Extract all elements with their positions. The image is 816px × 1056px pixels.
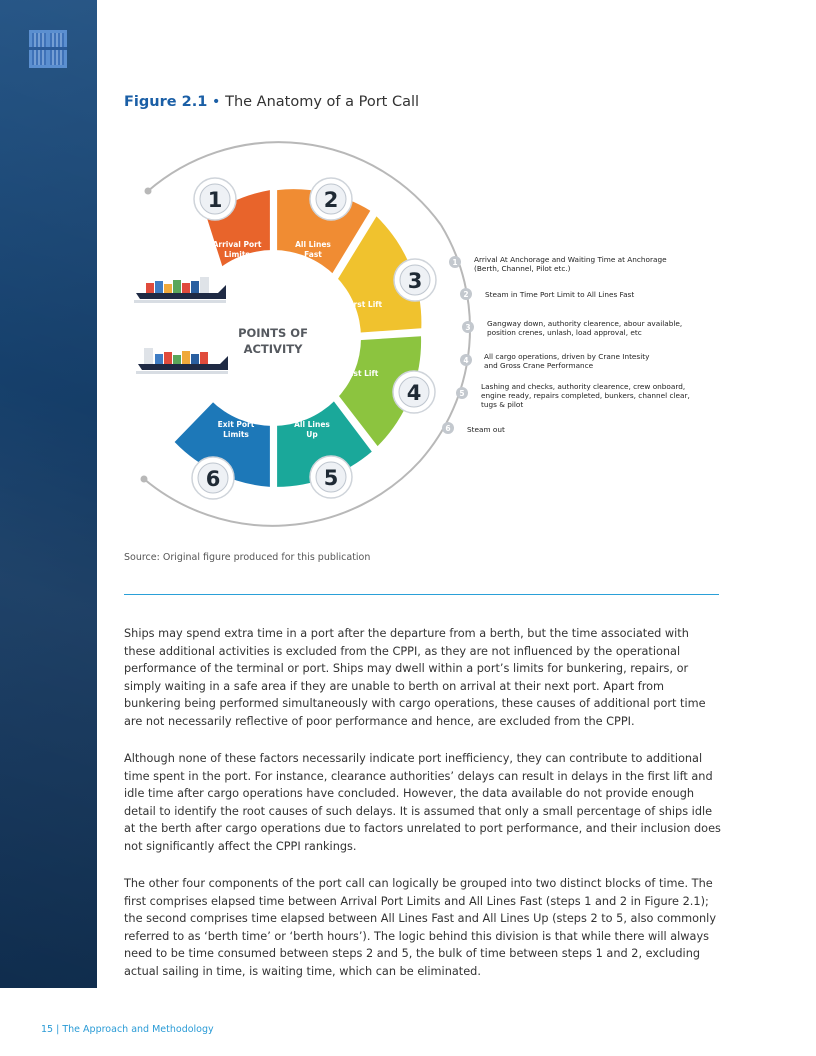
- legend-1-line1: Arrival At Anchorage and Waiting Time at Anchorage: [474, 255, 667, 264]
- segment-6-label-line1: Exit Port: [217, 420, 255, 429]
- body-paragraph: The other four components of the port call can logically be grouped into two distinct blocks of time. The first comprises elapsed time between Arrival Port Limits and All Lines Fast (steps 1 and 2 in Figure 2.1); the second comprises time elapsed between All Lines Fast and All Lines Up (steps 2 to 5, also commonly referred to as ‘berth time’ or ‘berth hours’). The logic behind this division is that while there will always need to be time consumed between steps 2 and 5, the bulk of time between steps 1 and 2, excluding actual sailing in time, is waiting time, which can be eliminated.: [124, 877, 717, 978]
- segment-1-label-line1: Arrival Port: [212, 240, 262, 249]
- badge-5: [310, 456, 352, 498]
- badge-3-number: 3: [407, 269, 423, 293]
- badge-1: [194, 178, 236, 220]
- legend-6-line1: Steam out: [467, 425, 505, 434]
- legend-item-3: [462, 319, 682, 337]
- segment-3-label: First Lift: [345, 300, 383, 309]
- figure-title: [124, 94, 419, 110]
- segment-2-label-line2: Fast: [304, 250, 322, 259]
- center-label-line1: POINTS OF: [238, 326, 308, 340]
- legend-5-line1: Lashing and checks, authority clearence, crew onboard,: [481, 382, 686, 391]
- legend-2-line1: Steam in Time Port Limit to All Lines Fast: [485, 290, 635, 299]
- figure-title-text: The Anatomy of a Port Call: [225, 94, 420, 110]
- figure-label: Figure 2.1: [124, 94, 208, 110]
- legend-3-line2: position crenes, unlash, load approval, etc: [487, 328, 642, 337]
- legend-4-number: 4: [463, 356, 469, 365]
- port-call-diagram: [120, 140, 720, 540]
- legend-4-line2: and Gross Crane Performance: [484, 361, 594, 370]
- segment-5-label-line2: Up: [306, 430, 318, 439]
- segment-6-label-line2: Limits: [223, 430, 249, 439]
- legend-1-line2: (Berth, Channel, Pilot etc.): [474, 264, 571, 273]
- figure-bullet: •: [211, 94, 221, 110]
- badge-3: [394, 259, 436, 301]
- arc-end-dot: [145, 188, 152, 195]
- badge-6: [192, 457, 234, 499]
- segment-1-label-line2: Limits: [224, 250, 250, 259]
- page-footer: [41, 1024, 214, 1035]
- footer-section: The Approach and Methodology: [62, 1024, 214, 1035]
- body-paragraph: Ships may spend extra time in a port after the departure from a berth, but the time associated with these additional activities is excluded from the CPPI, as they are not influenced by the operational performance of the terminal or port. Ships may dwell within a port’s limits for bunkering, repairs, or simply waiting in a safe area if they are unable to berth on arrival at their next port. Apart from bunkering being performed simultaneously with cargo operations, these causes of additional port time are not necessarily reflective of poor performance and hence, are excluded from the CPPI.: [124, 627, 706, 728]
- legend-item-4: [460, 352, 650, 370]
- badge-4-number: 4: [406, 381, 422, 405]
- legend-3-line1: Gangway down, authority clearence, abour available,: [487, 319, 683, 328]
- center-label-line2: ACTIVITY: [243, 342, 303, 356]
- segment-4-label: Last Lift: [343, 369, 379, 378]
- sidebar-band: [0, 0, 97, 988]
- legend-6-number: 6: [445, 424, 451, 433]
- badge-2-number: 2: [323, 188, 339, 212]
- arc-end-dot: [141, 476, 148, 483]
- legend-1-number: 1: [452, 258, 458, 267]
- badge-5-number: 5: [323, 466, 339, 490]
- legend-5-number: 5: [459, 389, 465, 398]
- legend-item-6: [442, 422, 505, 434]
- footer-separator: |: [56, 1024, 60, 1035]
- legend-item-1: [449, 255, 667, 273]
- body-paragraph: Although none of these factors necessarily indicate port inefficiency, they can contribute to additional time spent in the port. For instance, clearance authorities’ delays can result in delays in the first lift and idle time after cargo operations have concluded. However, the data available do not provide enough detail to identify the root causes of such delays. It is assumed that only a small percentage of ships idle at the berth after cargo operations due to factors unrelated to port performance, and their inclusion does not significantly affect the CPPI rankings.: [124, 752, 721, 853]
- container-logo-icon: [29, 30, 67, 68]
- legend-item-2: [460, 288, 634, 300]
- page-number: 15: [41, 1024, 54, 1035]
- badge-6-number: 6: [205, 467, 221, 491]
- legend-2-number: 2: [463, 290, 469, 299]
- figure-source: Source: Original figure produced for this publication: [124, 552, 371, 563]
- legend-3-number: 3: [465, 323, 471, 332]
- segment-5-label-line1: All Lines: [294, 420, 330, 429]
- legend-5-line3: tugs & pilot: [481, 400, 524, 409]
- section-divider: [124, 594, 719, 595]
- badge-1-number: 1: [207, 188, 223, 212]
- legend-5-line2: engine ready, repairs completed, bunkers, channel clear,: [481, 391, 690, 400]
- legend-4-line1: All cargo operations, driven by Crane Intesity: [484, 352, 650, 361]
- badge-2: [310, 178, 352, 220]
- badge-4: [393, 371, 435, 413]
- segment-2-label-line1: All Lines: [295, 240, 331, 249]
- legend-item-5: [456, 382, 690, 409]
